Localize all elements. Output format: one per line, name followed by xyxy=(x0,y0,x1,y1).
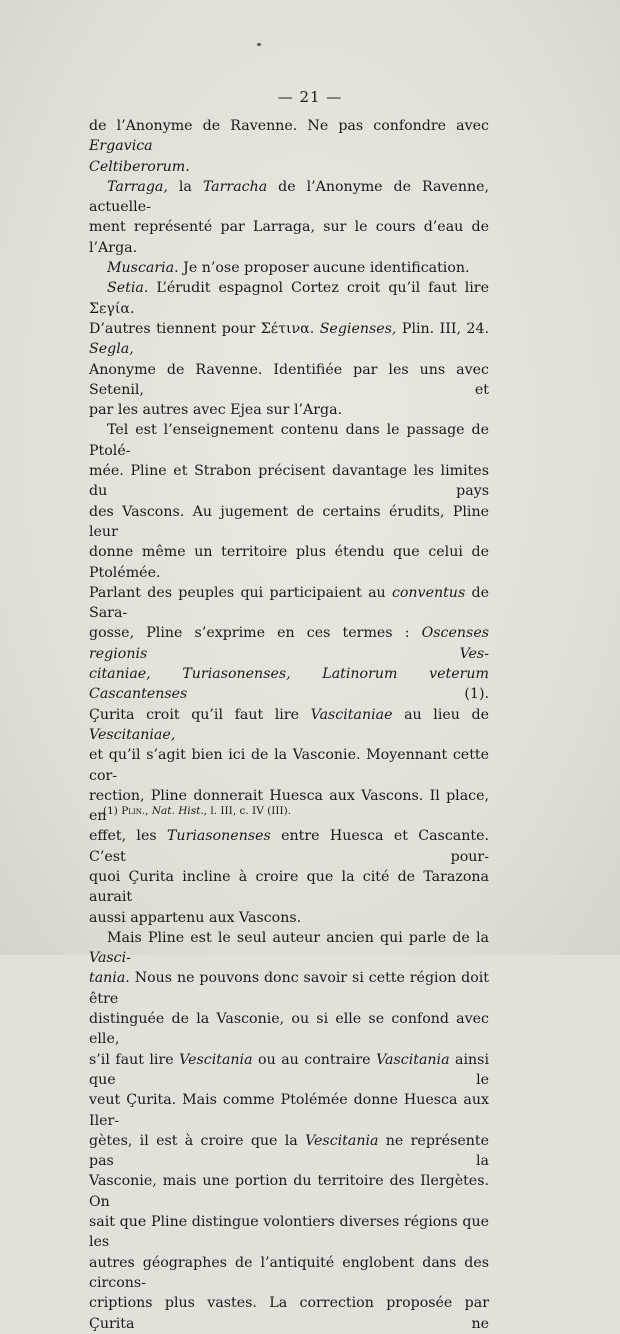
italic-text: Segienses, xyxy=(319,320,397,337)
text: L’érudit espagnol Cortez croit qu’il faut lire Σεγία. xyxy=(89,280,489,317)
text: mée. Pline et Strabon précisent davantage les limites du pays xyxy=(89,463,489,500)
footnote-work: Nat. Hist. xyxy=(151,805,204,817)
text: de Sara- xyxy=(89,584,489,622)
text-line xyxy=(89,1171,489,1212)
text: ment représenté par Larraga, sur le cours d’eau de l’Arga. xyxy=(89,219,489,256)
text: Mais Pline est le seul auteur ancien qui parle de la xyxy=(107,929,489,946)
text-line xyxy=(89,623,489,664)
italic-text: Ergavica xyxy=(89,138,153,155)
text: au lieu de xyxy=(392,706,489,723)
italic-text: Vascitania xyxy=(376,1051,450,1068)
text: par les autres avec Ejea sur l’Arga. xyxy=(89,402,343,419)
text-line xyxy=(89,278,489,319)
text: distinguée de la Vasconie, ou si elle se confond avec elle, xyxy=(89,1011,489,1048)
text-line xyxy=(89,1009,489,1050)
text: aussi appartenu aux Vascons. xyxy=(89,909,302,926)
text-line xyxy=(89,1131,489,1172)
italic-text: Turiasonenses xyxy=(166,828,271,845)
italic-text: Vescitaniae, xyxy=(89,726,176,743)
body-text xyxy=(89,116,489,1334)
text: effet, les xyxy=(89,828,167,845)
text-line xyxy=(89,157,489,177)
text-line xyxy=(89,705,489,746)
text-line xyxy=(89,867,489,908)
italic-text: Vascitaniae xyxy=(310,706,393,723)
text-line xyxy=(89,968,489,1009)
footnote-sep: , xyxy=(145,805,152,817)
text-line xyxy=(89,745,489,786)
italic-text: citaniae, Turiasonenses, Latinorum veterum Cascantenses xyxy=(89,666,489,703)
text-line xyxy=(89,116,489,157)
text: quoi Çurita incline à croire que la cité de Tarazona aurait xyxy=(89,868,489,906)
text-line xyxy=(89,400,489,420)
text-line xyxy=(89,1293,489,1334)
text-line xyxy=(89,826,489,867)
italic-text: tania. xyxy=(89,970,130,987)
italic-text: Oscenses regionis Ves- xyxy=(89,625,489,662)
text-line xyxy=(89,360,489,401)
text: Vasconie, mais une portion du territoire des Ilergètes. On xyxy=(89,1173,489,1210)
text: D’autres tiennent pour Σέτινα. xyxy=(89,320,320,337)
text: entre Huesca et Cascante. C’est pour- xyxy=(89,828,489,865)
text-line xyxy=(89,928,489,969)
text: donne même un territoire plus étendu que celui de Ptolémée. xyxy=(89,544,489,581)
text: ou au contraire xyxy=(252,1051,377,1068)
text: Anonyme de Ravenne. Identifiée par les uns avec Setenil, et xyxy=(89,361,489,398)
italic-text: Tarracha xyxy=(202,178,268,195)
italic-text: conventus xyxy=(391,584,466,601)
text-line xyxy=(89,258,489,278)
text: ainsi que le xyxy=(89,1051,489,1088)
text-line xyxy=(89,1090,489,1131)
text: de l’Anonyme de Ravenne, actuelle- xyxy=(89,178,490,216)
text-line xyxy=(89,542,489,583)
text-line xyxy=(89,461,489,502)
text: rection, Pline donnerait Huesca aux Vascons. Il place, en xyxy=(89,787,489,825)
text: gosse, Pline s’exprime en ces termes : xyxy=(89,625,422,642)
text: Parlant des peuples qui participaient au xyxy=(89,584,392,601)
italic-text: Setia. xyxy=(107,280,149,297)
text: (1). xyxy=(187,686,489,703)
text: ne représente pas la xyxy=(89,1132,489,1170)
italic-text: Celtiberorum. xyxy=(89,158,190,175)
text: Çurita croit qu’il faut lire xyxy=(89,706,311,723)
text: sait que Pline distingue volontiers diverses régions que les xyxy=(89,1214,489,1251)
text: Tel est l’enseignement contenu dans le passage de Ptolé- xyxy=(89,422,489,459)
text: la xyxy=(167,178,203,195)
text-line xyxy=(89,664,489,705)
italic-text: Muscaria. xyxy=(107,260,179,277)
text: s’il faut lire xyxy=(89,1051,180,1068)
page-number: — 21 — xyxy=(277,88,343,106)
text: gètes, il est à croire que la xyxy=(89,1132,306,1149)
text-line xyxy=(89,420,489,461)
text: Nous ne pouvons donc savoir si cette région doit être xyxy=(89,970,489,1007)
text-line xyxy=(89,502,489,543)
footnote-author: Plin. xyxy=(121,805,146,817)
text-line xyxy=(89,217,489,258)
text: Plin. III, 24. xyxy=(396,320,489,337)
text-line xyxy=(89,908,489,928)
text: de l’Anonyme de Ravenne. Ne pas confondre avec xyxy=(89,118,489,134)
text: veut Çurita. Mais comme Ptolémée donne Huesca aux Iler- xyxy=(89,1092,489,1129)
text-line xyxy=(89,319,489,360)
text: des Vascons. Au jugement de certains érudits, Pline leur xyxy=(89,503,489,540)
footnote-reference: , l. III, c. IV (III). xyxy=(203,805,292,817)
footnote-marker: (1) xyxy=(103,805,122,817)
text: criptions plus vastes. La correction proposée par Çurita ne xyxy=(89,1295,489,1332)
italic-text: Segla, xyxy=(89,341,134,358)
text: autres géographes de l’antiquité englobent dans des circons- xyxy=(89,1254,489,1291)
text: Je n’ose proposer aucune identification. xyxy=(178,260,470,277)
text-line xyxy=(89,583,489,624)
text-line xyxy=(89,1253,489,1294)
italic-text: Tarraga, xyxy=(107,178,168,195)
italic-text: Vasci- xyxy=(89,950,131,967)
italic-text: Vescitania xyxy=(179,1051,253,1068)
text-line xyxy=(89,177,489,218)
ink-speck xyxy=(257,43,261,46)
text-line xyxy=(89,1212,489,1253)
italic-text: Vescitania xyxy=(305,1132,379,1149)
text: et qu’il s’agit bien ici de la Vasconie. Moyennant cette cor- xyxy=(89,747,489,784)
text-line xyxy=(89,1050,489,1091)
footnote xyxy=(103,804,291,818)
